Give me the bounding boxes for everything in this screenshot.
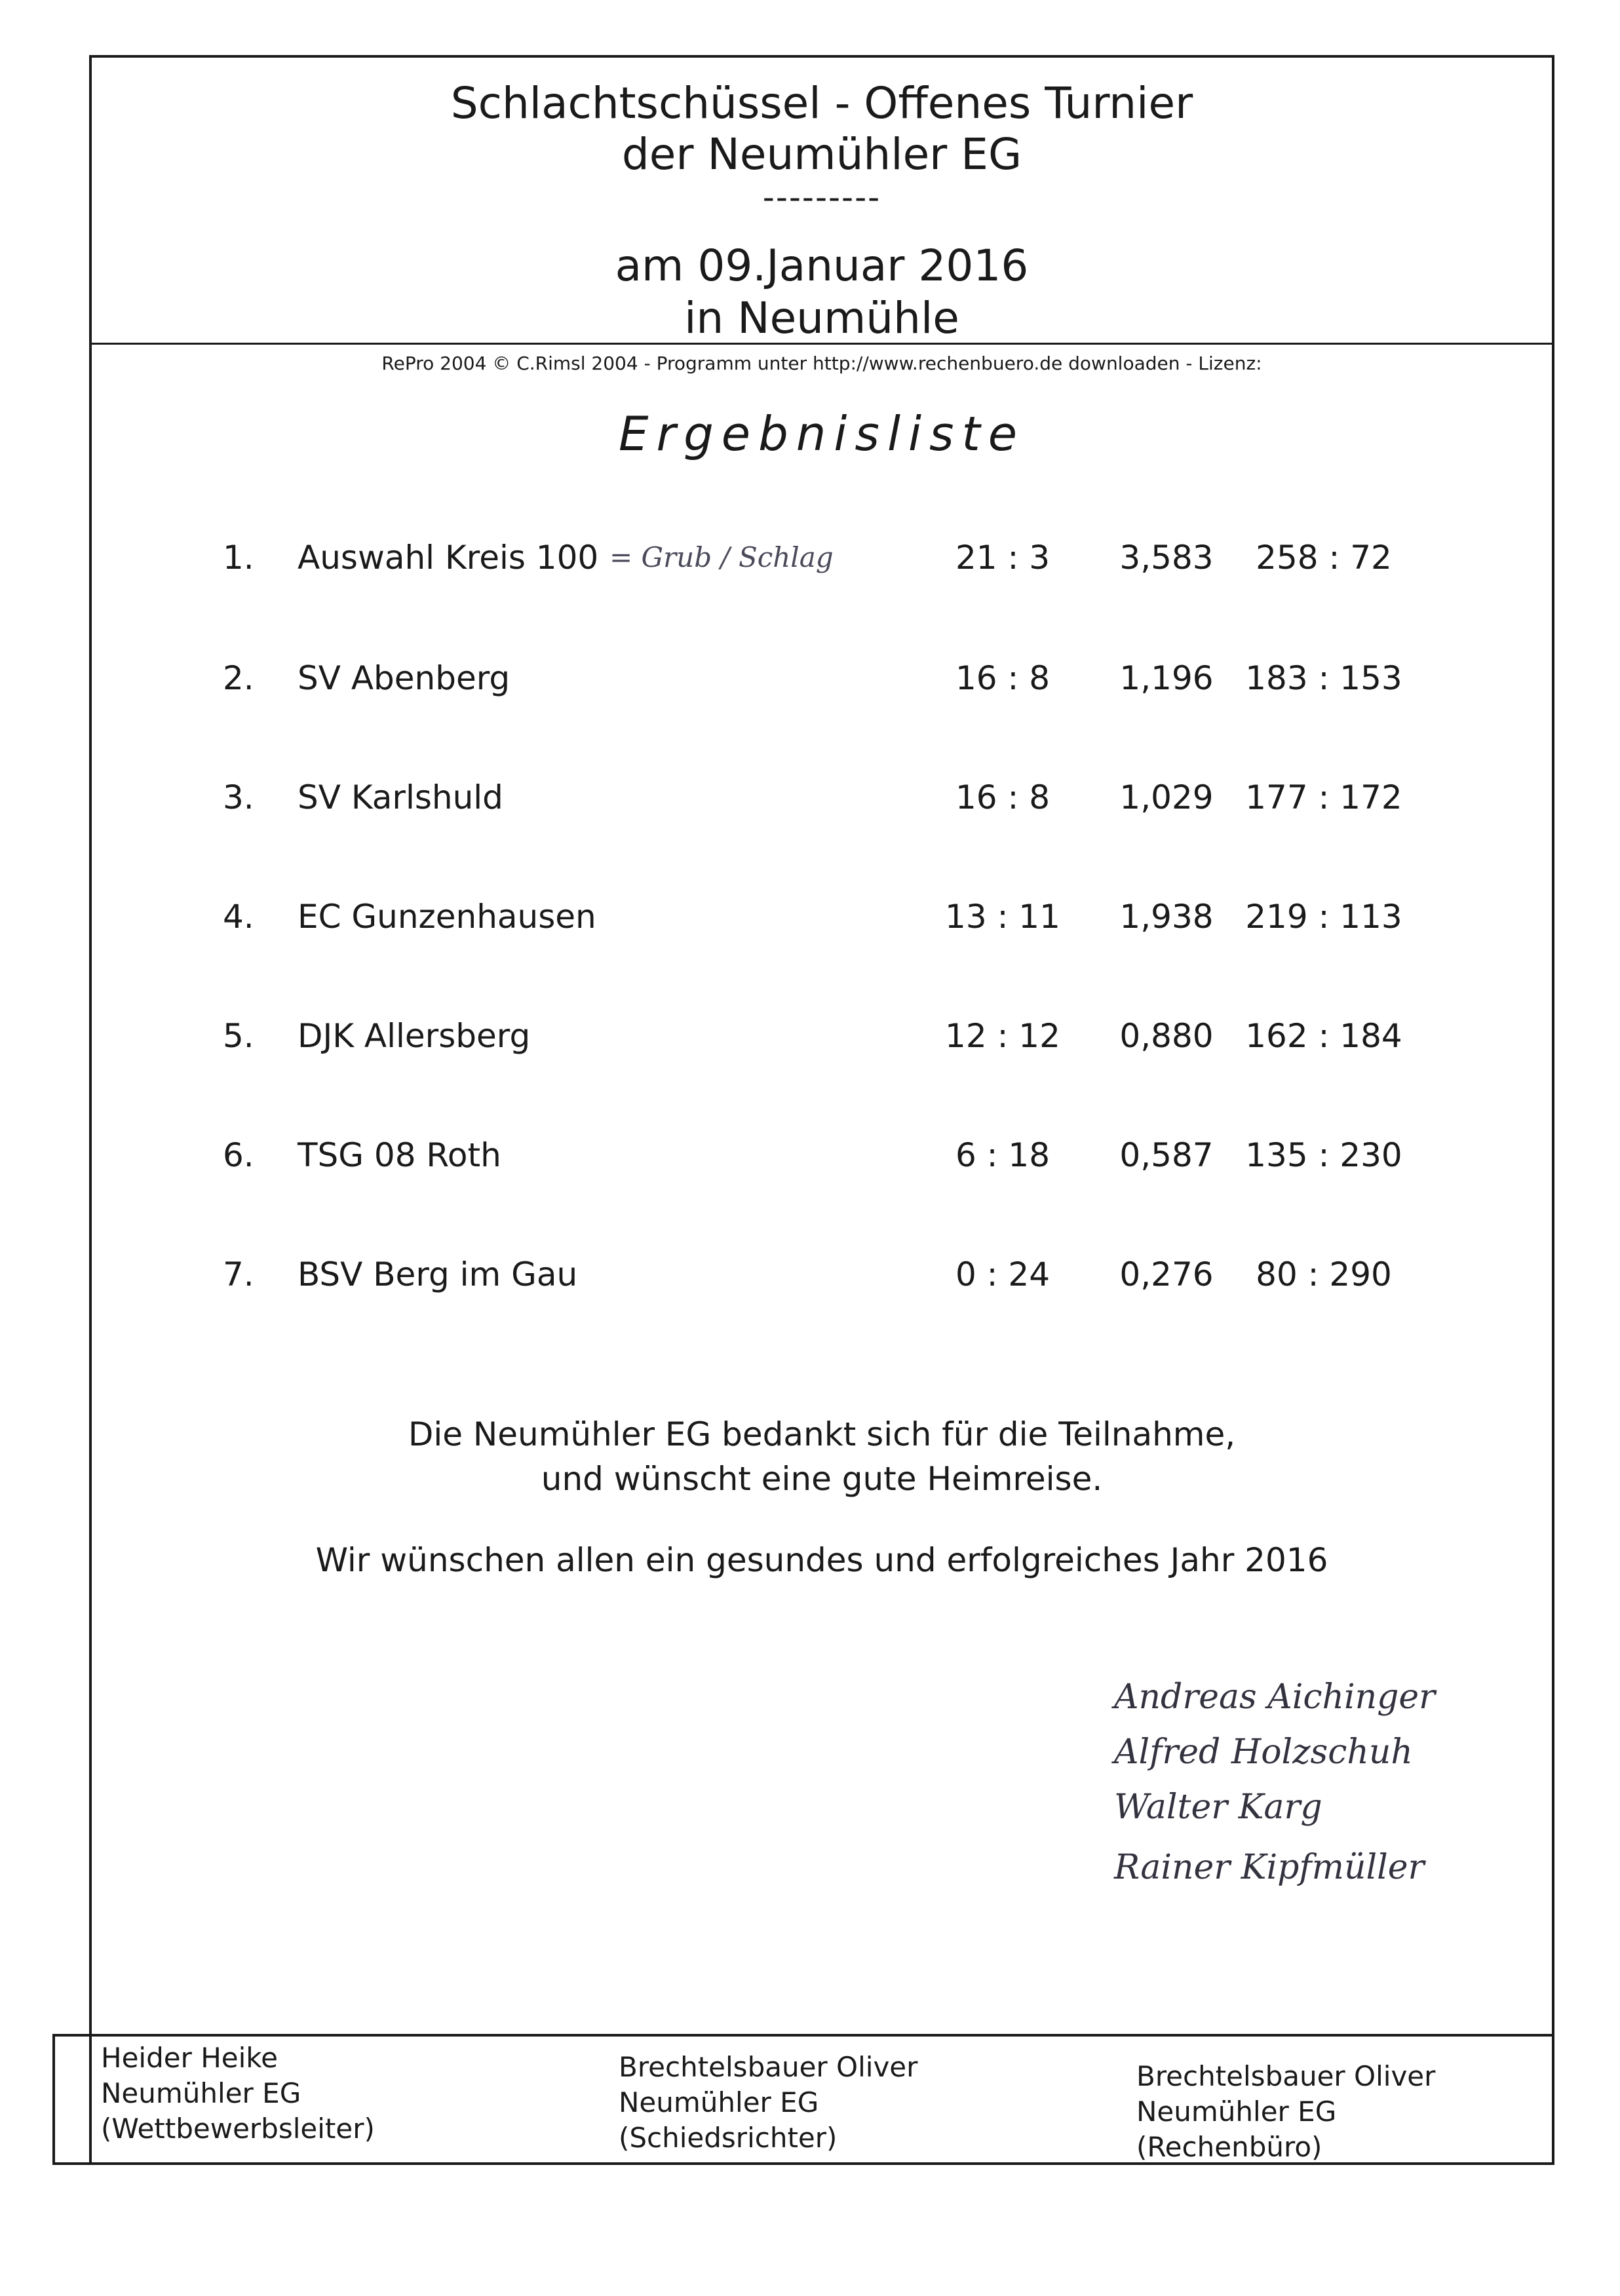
handwritten-note: = Grub / Schlag [609,541,834,573]
score: 135 : 230 [1245,1136,1402,1174]
results-title: Ergebnisliste [619,406,1025,461]
official-org: Neumühler EG [1136,2095,1337,2128]
header-separator: --------- [762,178,881,216]
official-block [619,2050,917,2156]
official-block [101,2040,375,2147]
thanks-line: Die Neumühler EG bedankt sich für die Teilnahme, [408,1415,1236,1453]
score: 258 : 72 [1256,539,1392,577]
ratio: 1,196 [1119,659,1214,697]
ratio: 0,276 [1119,1255,1214,1293]
team-name: DJK Allersberg [298,1017,531,1055]
organizer-line: der Neumühler EG [621,129,1022,180]
official-role: (Rechenbüro) [1136,2131,1322,2163]
official-name: Brechtelsbauer Oliver [1136,2060,1436,2092]
official-org: Neumühler EG [101,2077,301,2109]
team-name: BSV Berg im Gau [298,1255,578,1293]
result-row [0,1245,1620,1304]
header-box [89,55,1554,345]
result-row [0,768,1620,827]
signature: Alfred Holzschuh [1114,1732,1413,1772]
points: 16 : 8 [955,778,1051,816]
team-name: EC Gunzenhausen [298,898,596,936]
ratio: 3,583 [1119,539,1214,577]
rank: 5. [223,1017,254,1055]
points: 16 : 8 [955,659,1051,697]
points: 0 : 24 [955,1255,1051,1293]
signature: Rainer Kipfmüller [1114,1848,1425,1887]
score: 162 : 184 [1245,1017,1402,1055]
software-credit: RePro 2004 © C.Rimsl 2004 - Programm unter http://www.rechenbuero.de downloaden - Lizenz: [381,353,1262,374]
ratio: 1,029 [1119,778,1214,816]
ratio: 0,587 [1119,1136,1214,1174]
result-row [0,887,1620,946]
team-name: Auswahl Kreis 100 [298,539,599,577]
points: 12 : 12 [945,1017,1060,1055]
result-row [0,1006,1620,1065]
rank: 2. [223,659,254,697]
points: 13 : 11 [945,898,1060,936]
points: 21 : 3 [955,539,1051,577]
result-row [0,649,1620,708]
location-line: in Neumühle [684,293,959,343]
team-name: SV Karlshuld [298,778,503,816]
score: 80 : 290 [1256,1255,1392,1293]
farewell-line: und wünscht eine gute Heimreise. [541,1460,1103,1498]
ratio: 0,880 [1119,1017,1214,1055]
official-org: Neumühler EG [619,2086,819,2118]
official-name: Heider Heike [101,2042,278,2074]
rank: 7. [223,1255,254,1293]
signature: Walter Karg [1114,1788,1322,1827]
team-name: SV Abenberg [298,659,511,697]
rank: 1. [223,539,254,577]
official-name: Brechtelsbauer Oliver [619,2051,918,2083]
points: 6 : 18 [955,1136,1051,1174]
official-block [1136,2059,1435,2165]
new-year-wish: Wir wünschen allen ein gesundes und erfolgreiches Jahr 2016 [315,1541,1328,1579]
team-name: TSG 08 Roth [298,1136,501,1174]
rank: 3. [223,778,254,816]
result-row [0,1126,1620,1185]
official-role: (Wettbewerbsleiter) [101,2113,375,2145]
officials-footer [52,2034,1554,2165]
date-line: am 09.Januar 2016 [615,240,1029,291]
tournament-title: Schlachtschüssel - Offenes Turnier [450,78,1193,128]
result-row [0,528,1620,587]
score: 219 : 113 [1245,898,1402,936]
rank: 4. [223,898,254,936]
signature: Andreas Aichinger [1114,1677,1436,1717]
score: 177 : 172 [1245,778,1402,816]
official-role: (Schiedsrichter) [619,2122,838,2154]
rank: 6. [223,1136,254,1174]
score: 183 : 153 [1245,659,1402,697]
ratio: 1,938 [1119,898,1214,936]
